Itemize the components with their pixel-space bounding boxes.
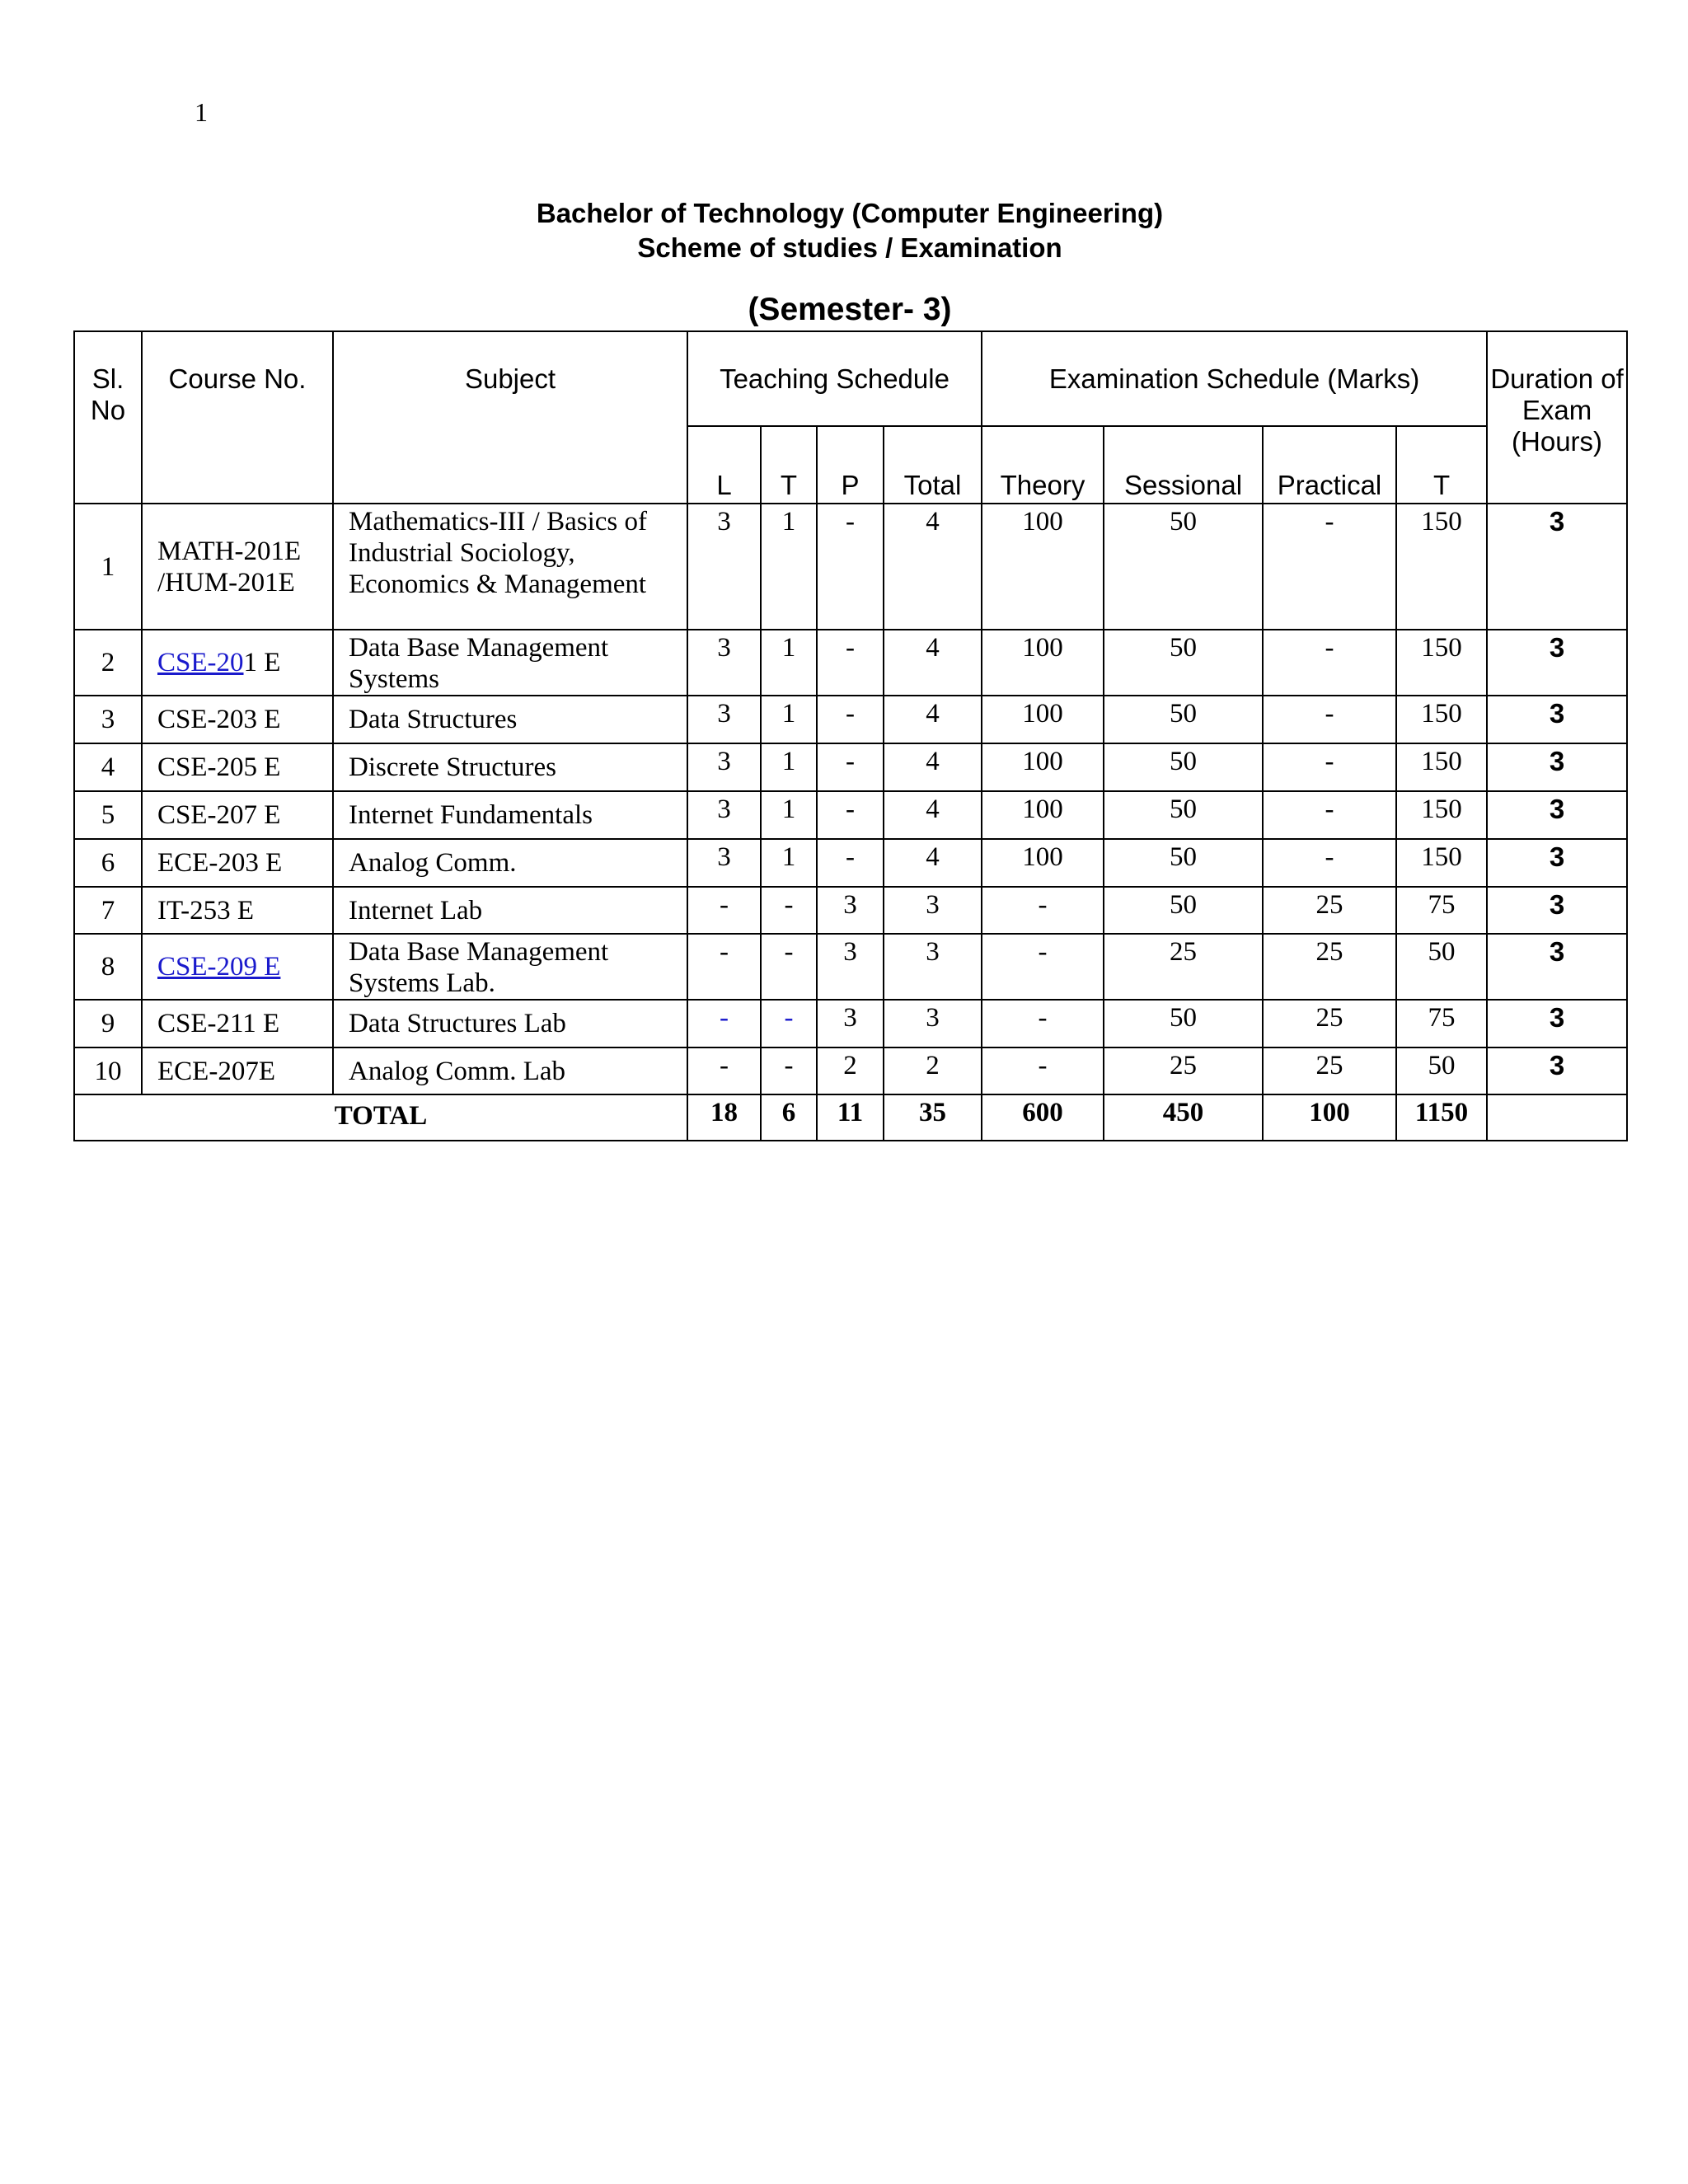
cell-practical: - [1263, 696, 1396, 743]
cell-sessional: 50 [1104, 743, 1263, 791]
header-course-no: Course No. [142, 331, 333, 504]
cell-t2: 50 [1396, 1047, 1487, 1094]
header-sessional: Sessional [1104, 426, 1263, 504]
cell-t2: 150 [1396, 791, 1487, 839]
header-examination-schedule: Examination Schedule (Marks) [982, 331, 1487, 426]
cell-sl: 1 [74, 504, 142, 630]
course-suffix: 1 E [243, 648, 281, 677]
cell-t: - [761, 1047, 817, 1094]
header-teaching-schedule: Teaching Schedule [687, 331, 982, 426]
header-l: L [687, 426, 761, 504]
cell-duration: 3 [1487, 504, 1627, 630]
cell-t2: 150 [1396, 504, 1487, 630]
cell-course: ECE-207E [142, 1047, 333, 1094]
table-row [74, 504, 1627, 630]
cell-total: 4 [884, 696, 982, 743]
cell-theory: 100 [982, 630, 1104, 696]
cell-sl: 5 [74, 791, 142, 839]
cell-t2: 75 [1396, 1000, 1487, 1047]
cell-total: 4 [884, 743, 982, 791]
cell-t2: 150 [1396, 630, 1487, 696]
cell-sessional: 50 [1104, 630, 1263, 696]
cell-l: 3 [687, 791, 761, 839]
cell-p: - [817, 696, 884, 743]
total-label: TOTAL [74, 1094, 687, 1141]
total-total: 35 [884, 1094, 982, 1141]
cell-p: 2 [817, 1047, 884, 1094]
cell-subject: Mathematics-III / Basics of Industrial Sociology, Economics & Management [333, 504, 687, 630]
cell-l: 3 [687, 696, 761, 743]
cell-t: 1 [761, 630, 817, 696]
table-row [74, 630, 1627, 696]
cell-subject: Internet Fundamentals [333, 791, 687, 839]
cell-t2: 150 [1396, 839, 1487, 887]
cell-sl: 3 [74, 696, 142, 743]
cell-t: 1 [761, 743, 817, 791]
cell-t: - [761, 934, 817, 1000]
total-l: 18 [687, 1094, 761, 1141]
cell-sessional: 50 [1104, 1000, 1263, 1047]
cell-practical: 25 [1263, 1000, 1396, 1047]
cell-total: 3 [884, 1000, 982, 1047]
cell-course [142, 934, 333, 1000]
cell-theory: 100 [982, 743, 1104, 791]
cell-subject: Data Base Management Systems Lab. [333, 934, 687, 1000]
cell-sl: 6 [74, 839, 142, 887]
cell-duration: 3 [1487, 630, 1627, 696]
cell-subject: Discrete Structures [333, 743, 687, 791]
cell-course: CSE-203 E [142, 696, 333, 743]
cell-t2: 50 [1396, 934, 1487, 1000]
course-link[interactable]: CSE-20 [157, 648, 244, 677]
header-subject: Subject [333, 331, 687, 504]
cell-sessional: 50 [1104, 887, 1263, 934]
cell-practical: 25 [1263, 1047, 1396, 1094]
cell-practical: - [1263, 504, 1396, 630]
cell-l: 3 [687, 743, 761, 791]
cell-p: 3 [817, 934, 884, 1000]
cell-l: - [687, 887, 761, 934]
table-row [74, 791, 1627, 839]
header-t2: T [1396, 426, 1487, 504]
cell-t2: 150 [1396, 696, 1487, 743]
total-p: 11 [817, 1094, 884, 1141]
cell-p: - [817, 504, 884, 630]
total-t: 6 [761, 1094, 817, 1141]
cell-total: 4 [884, 791, 982, 839]
cell-sl: 7 [74, 887, 142, 934]
cell-total: 3 [884, 887, 982, 934]
table-row [74, 934, 1627, 1000]
cell-theory: - [982, 1047, 1104, 1094]
header-total: Total [884, 426, 982, 504]
cell-practical: - [1263, 630, 1396, 696]
total-t2: 1150 [1396, 1094, 1487, 1141]
cell-p: 3 [817, 887, 884, 934]
cell-theory: - [982, 887, 1104, 934]
cell-t: 1 [761, 504, 817, 630]
cell-subject: Internet Lab [333, 887, 687, 934]
cell-theory: - [982, 934, 1104, 1000]
cell-l: 3 [687, 839, 761, 887]
cell-p: - [817, 839, 884, 887]
cell-total: 4 [884, 839, 982, 887]
cell-l: - [687, 934, 761, 1000]
cell-t: 1 [761, 791, 817, 839]
semester-title: (Semester- 3) [748, 292, 952, 327]
cell-total: 4 [884, 504, 982, 630]
scheme-title: Scheme of studies / Examination [637, 232, 1062, 263]
header-p: P [817, 426, 884, 504]
cell-sl: 2 [74, 630, 142, 696]
page-number: 1 [195, 97, 208, 127]
table-row [74, 743, 1627, 791]
cell-duration: 3 [1487, 1000, 1627, 1047]
totals-row [74, 1094, 1627, 1141]
cell-sessional: 50 [1104, 791, 1263, 839]
cell-p: 3 [817, 1000, 884, 1047]
cell-total: 3 [884, 934, 982, 1000]
cell-subject: Data Structures Lab [333, 1000, 687, 1047]
cell-duration: 3 [1487, 1047, 1627, 1094]
cell-course: CSE-211 E [142, 1000, 333, 1047]
cell-practical: 25 [1263, 887, 1396, 934]
cell-t2: 75 [1396, 887, 1487, 934]
cell-t2: 150 [1396, 743, 1487, 791]
cell-practical: - [1263, 743, 1396, 791]
program-title: Bachelor of Technology (Computer Engineering) [536, 198, 1164, 228]
cell-sessional: 50 [1104, 696, 1263, 743]
cell-total: 2 [884, 1047, 982, 1094]
cell-theory: 100 [982, 791, 1104, 839]
cell-total: 4 [884, 630, 982, 696]
cell-l: - [687, 1000, 761, 1047]
cell-subject: Data Base Management Systems [333, 630, 687, 696]
cell-practical: 25 [1263, 934, 1396, 1000]
table-row [74, 1000, 1627, 1047]
cell-course: IT-253 E [142, 887, 333, 934]
cell-sl: 9 [74, 1000, 142, 1047]
header-sl-no: Sl. No [74, 331, 142, 504]
cell-sl: 4 [74, 743, 142, 791]
cell-subject: Analog Comm. [333, 839, 687, 887]
table-row [74, 696, 1627, 743]
cell-subject: Data Structures [333, 696, 687, 743]
cell-practical: - [1263, 791, 1396, 839]
cell-l: 3 [687, 630, 761, 696]
header-theory: Theory [982, 426, 1104, 504]
cell-theory: - [982, 1000, 1104, 1047]
cell-p: - [817, 630, 884, 696]
cell-p: - [817, 743, 884, 791]
cell-course [142, 630, 333, 696]
cell-sessional: 50 [1104, 504, 1263, 630]
total-theory: 600 [982, 1094, 1104, 1141]
cell-sessional: 50 [1104, 839, 1263, 887]
cell-theory: 100 [982, 504, 1104, 630]
cell-sessional: 25 [1104, 1047, 1263, 1094]
cell-theory: 100 [982, 696, 1104, 743]
header-t: T [761, 426, 817, 504]
scheme-table [73, 330, 1628, 1141]
cell-course: ECE-203 E [142, 839, 333, 887]
cell-t: 1 [761, 839, 817, 887]
cell-course: CSE-205 E [142, 743, 333, 791]
cell-duration: 3 [1487, 887, 1627, 934]
header-duration: Duration of Exam (Hours) [1487, 331, 1627, 504]
cell-duration: 3 [1487, 696, 1627, 743]
total-duration [1487, 1094, 1627, 1141]
table-row [74, 887, 1627, 934]
cell-t: 1 [761, 696, 817, 743]
cell-subject: Analog Comm. Lab [333, 1047, 687, 1094]
total-practical: 100 [1263, 1094, 1396, 1141]
cell-practical: - [1263, 839, 1396, 887]
cell-duration: 3 [1487, 934, 1627, 1000]
header-practical: Practical [1263, 426, 1396, 504]
table-row [74, 1047, 1627, 1094]
course-link[interactable]: CSE-209 E [157, 952, 281, 982]
cell-l: 3 [687, 504, 761, 630]
cell-theory: 100 [982, 839, 1104, 887]
cell-sessional: 25 [1104, 934, 1263, 1000]
cell-course: CSE-207 E [142, 791, 333, 839]
cell-duration: 3 [1487, 743, 1627, 791]
cell-sl: 8 [74, 934, 142, 1000]
cell-t: - [761, 887, 817, 934]
cell-duration: 3 [1487, 791, 1627, 839]
cell-p: - [817, 791, 884, 839]
cell-duration: 3 [1487, 839, 1627, 887]
table-row [74, 839, 1627, 887]
cell-l: - [687, 1047, 761, 1094]
cell-course: MATH-201E /HUM-201E [142, 504, 333, 630]
cell-t: - [761, 1000, 817, 1047]
total-sessional: 450 [1104, 1094, 1263, 1141]
cell-sl: 10 [74, 1047, 142, 1094]
